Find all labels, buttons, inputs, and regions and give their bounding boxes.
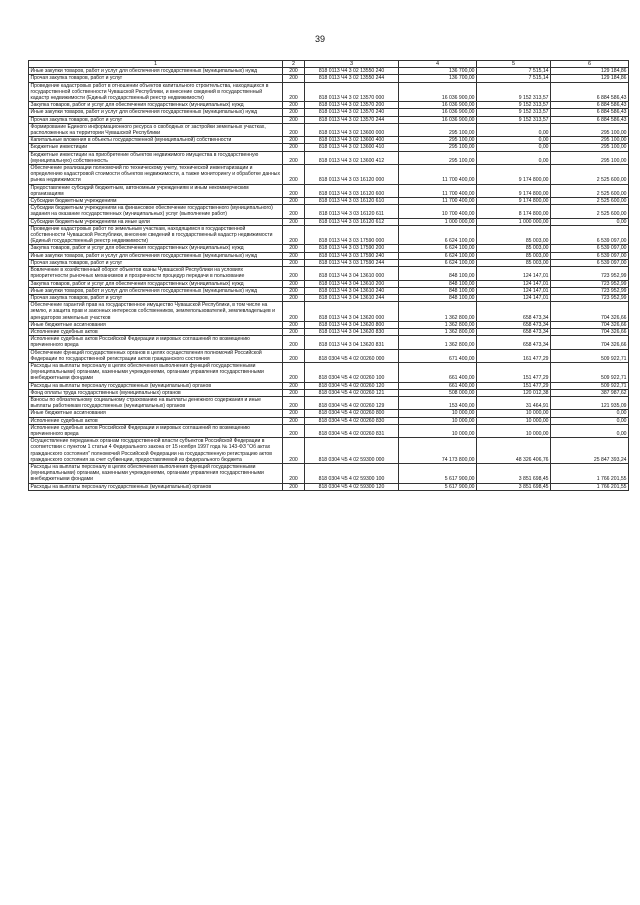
- unexecuted-amount-cell: 1 766 201,55: [551, 483, 629, 490]
- line-code-cell: 200: [283, 396, 305, 409]
- budget-classification-cell: 818 0113 Ч4 3 03 16120 611: [305, 205, 399, 218]
- line-code-cell: 200: [283, 389, 305, 396]
- line-code-cell: 200: [283, 225, 305, 245]
- expense-name-cell: Проведение кадастровых работ в отношении объектов капитального строительства, находящихся в государственной собственности Чувашской Республики, и внесение сведений в государственный кадастр недвижимости (Единый государственный реестр недвижимости): [29, 82, 283, 102]
- expense-name-cell: Обеспечение функций государственных органов в целях осуществления полномочий Российской Федерации по государственной регистрации актов гражданского состояния: [29, 349, 283, 362]
- unexecuted-amount-cell: 723 952,99: [551, 294, 629, 301]
- budget-classification-cell: 818 0304 Ч5 4 02 59300 100: [305, 463, 399, 483]
- unexecuted-amount-cell: 0,00: [551, 410, 629, 417]
- budget-classification-cell: 818 0113 Ч4 3 03 17590 000: [305, 225, 399, 245]
- budget-classification-cell: 818 0113 Ч4 3 04 13620 830: [305, 328, 399, 335]
- budget-classification-cell: 818 0113 Ч4 3 04 13610 200: [305, 280, 399, 287]
- unexecuted-amount-cell: 2 525 600,00: [551, 184, 629, 197]
- budget-classification-cell: 818 0304 Ч5 4 02 00260 120: [305, 382, 399, 389]
- executed-amount-cell: 9 152 313,57: [477, 82, 551, 102]
- line-code-cell: 200: [283, 123, 305, 136]
- executed-amount-cell: 120 012,38: [477, 389, 551, 396]
- executed-amount-cell: 8 174 800,00: [477, 205, 551, 218]
- expense-name-cell: Исполнение судебных актов: [29, 328, 283, 335]
- approved-amount-cell: 16 036 900,00: [399, 109, 477, 116]
- line-code-cell: 200: [283, 410, 305, 417]
- line-code-cell: 200: [283, 116, 305, 123]
- line-code-cell: 200: [283, 483, 305, 490]
- executed-amount-cell: 9 152 313,57: [477, 109, 551, 116]
- executed-amount-cell: 151 477,29: [477, 362, 551, 382]
- table-row: [29, 321, 629, 328]
- budget-classification-cell: 818 0113 Ч4 3 02 13570 240: [305, 109, 399, 116]
- line-code-cell: 200: [283, 349, 305, 362]
- budget-classification-cell: 818 0113 Ч4 3 02 13550 244: [305, 75, 399, 82]
- expense-name-cell: Иные бюджетные ассигнования: [29, 410, 283, 417]
- approved-amount-cell: 6 624 100,00: [399, 252, 477, 259]
- table-row: [29, 123, 629, 136]
- unexecuted-amount-cell: 129 184,86: [551, 68, 629, 75]
- line-code-cell: 200: [283, 252, 305, 259]
- approved-amount-cell: 16 036 900,00: [399, 82, 477, 102]
- unexecuted-amount-cell: 2 525 600,00: [551, 198, 629, 205]
- budget-classification-cell: 818 0113 Ч4 3 03 16120 600: [305, 184, 399, 197]
- header-col-1: 1: [29, 61, 283, 68]
- approved-amount-cell: 1 362 800,00: [399, 336, 477, 349]
- budget-classification-cell: 818 0113 Ч4 3 03 16120 612: [305, 218, 399, 225]
- expense-name-cell: Бюджетные инвестиции на приобретение объектов недвижимого имущества в государственную (муниципальную) собственность: [29, 151, 283, 164]
- approved-amount-cell: 295 100,00: [399, 151, 477, 164]
- approved-amount-cell: 16 036 900,00: [399, 116, 477, 123]
- executed-amount-cell: 0,00: [477, 144, 551, 151]
- unexecuted-amount-cell: 6 539 097,00: [551, 225, 629, 245]
- table-row: [29, 205, 629, 218]
- table-row: [29, 198, 629, 205]
- table-row: [29, 389, 629, 396]
- budget-classification-cell: 818 0113 Ч4 3 03 17590 244: [305, 259, 399, 266]
- expense-name-cell: Исполнение судебных актов: [29, 417, 283, 424]
- line-code-cell: 200: [283, 417, 305, 424]
- executed-amount-cell: 124 147,01: [477, 280, 551, 287]
- expense-name-cell: Формирование Единого информационного ресурса о свободных от застройки земельных участках, расположенных на территории Чувашской Республики: [29, 123, 283, 136]
- executed-amount-cell: 658 473,34: [477, 321, 551, 328]
- budget-classification-cell: 818 0304 Ч5 4 02 59300 000: [305, 438, 399, 464]
- table-row: [29, 82, 629, 102]
- unexecuted-amount-cell: 387 987,62: [551, 389, 629, 396]
- expense-name-cell: Субсидии бюджетным учреждениям на финансовое обеспечение государственного (муниципального) задания на оказание государственных (муниципальных) услуг (выполнение работ): [29, 205, 283, 218]
- expense-name-cell: Обеспечение гарантий прав на государственное имущество Чувашской Республики, в том числе на землю, и защита прав и законных интересов собственников, землепользователей, землевладельцев и арендаторов земельных участков: [29, 302, 283, 322]
- unexecuted-amount-cell: 723 952,99: [551, 280, 629, 287]
- approved-amount-cell: 1 000 000,00: [399, 218, 477, 225]
- table-row: [29, 336, 629, 349]
- line-code-cell: 200: [283, 328, 305, 335]
- budget-classification-cell: 818 0113 Ч4 3 03 17590 240: [305, 252, 399, 259]
- budget-execution-table: [28, 60, 629, 491]
- table-row: [29, 417, 629, 424]
- unexecuted-amount-cell: 704 326,66: [551, 336, 629, 349]
- approved-amount-cell: 6 624 100,00: [399, 245, 477, 252]
- approved-amount-cell: 1 362 800,00: [399, 328, 477, 335]
- table-row: [29, 252, 629, 259]
- expense-name-cell: Расходы на выплаты персоналу государственных (муниципальных) органов: [29, 382, 283, 389]
- table-row: [29, 396, 629, 409]
- line-code-cell: 200: [283, 321, 305, 328]
- unexecuted-amount-cell: 6 539 097,00: [551, 259, 629, 266]
- executed-amount-cell: 7 515,14: [477, 75, 551, 82]
- expense-name-cell: Прочая закупка товаров, работ и услуг: [29, 294, 283, 301]
- table-row: [29, 267, 629, 280]
- approved-amount-cell: 295 100,00: [399, 137, 477, 144]
- table-row: [29, 184, 629, 197]
- budget-classification-cell: 818 0304 Ч5 4 02 00260 100: [305, 362, 399, 382]
- line-code-cell: 200: [283, 424, 305, 437]
- line-code-cell: 200: [283, 75, 305, 82]
- line-code-cell: 200: [283, 294, 305, 301]
- expense-name-cell: Обеспечение реализации полномочий по техническому учету, технической инвентаризации и определению кадастровой стоимости объектов недвижимости, а также мониторингу и обработке данных рынка недвижимости: [29, 165, 283, 185]
- approved-amount-cell: 11 700 400,00: [399, 165, 477, 185]
- table-row: [29, 109, 629, 116]
- table-row: [29, 218, 629, 225]
- approved-amount-cell: 848 100,00: [399, 267, 477, 280]
- budget-classification-cell: 818 0113 Ч4 3 04 13610 244: [305, 294, 399, 301]
- executed-amount-cell: 85 003,00: [477, 252, 551, 259]
- executed-amount-cell: 85 003,00: [477, 259, 551, 266]
- budget-classification-cell: 818 0113 Ч4 3 04 13610 240: [305, 287, 399, 294]
- table-row: [29, 165, 629, 185]
- expense-name-cell: Вовлечение в хозяйственный оборот объектов казны Чувашской Республики на условиях приоритетности рыночных механизмов и прозрачности процедур передачи в пользование: [29, 267, 283, 280]
- line-code-cell: 200: [283, 438, 305, 464]
- budget-classification-cell: 818 0304 Ч5 4 02 00260 800: [305, 410, 399, 417]
- budget-classification-cell: 818 0113 Ч4 3 04 13610 000: [305, 267, 399, 280]
- line-code-cell: 200: [283, 218, 305, 225]
- table-row: [29, 116, 629, 123]
- expense-name-cell: Прочая закупка товаров, работ и услуг: [29, 116, 283, 123]
- approved-amount-cell: 661 400,00: [399, 362, 477, 382]
- table-row: [29, 287, 629, 294]
- line-code-cell: 200: [283, 280, 305, 287]
- approved-amount-cell: 848 100,00: [399, 287, 477, 294]
- table-row: [29, 102, 629, 109]
- approved-amount-cell: 1 362 800,00: [399, 321, 477, 328]
- table-row: [29, 424, 629, 437]
- unexecuted-amount-cell: 723 952,99: [551, 267, 629, 280]
- header-col-3: 3: [305, 61, 399, 68]
- budget-classification-cell: 818 0113 Ч4 3 03 16120 610: [305, 198, 399, 205]
- budget-classification-cell: 818 0113 Ч4 3 02 13600 400: [305, 137, 399, 144]
- executed-amount-cell: 0,00: [477, 151, 551, 164]
- executed-amount-cell: 658 473,34: [477, 328, 551, 335]
- unexecuted-amount-cell: 509 922,71: [551, 349, 629, 362]
- approved-amount-cell: 10 000,00: [399, 417, 477, 424]
- unexecuted-amount-cell: 6 884 586,43: [551, 102, 629, 109]
- executed-amount-cell: 10 000,00: [477, 410, 551, 417]
- executed-amount-cell: 7 515,14: [477, 68, 551, 75]
- approved-amount-cell: 11 700 400,00: [399, 198, 477, 205]
- executed-amount-cell: 151 477,29: [477, 382, 551, 389]
- approved-amount-cell: 295 100,00: [399, 144, 477, 151]
- executed-amount-cell: 10 000,00: [477, 424, 551, 437]
- header-col-5: 5: [477, 61, 551, 68]
- budget-classification-cell: 818 0113 Ч4 3 03 16120 000: [305, 165, 399, 185]
- unexecuted-amount-cell: 25 847 393,24: [551, 438, 629, 464]
- approved-amount-cell: 848 100,00: [399, 294, 477, 301]
- approved-amount-cell: 11 700 400,00: [399, 184, 477, 197]
- approved-amount-cell: 5 617 900,00: [399, 483, 477, 490]
- table-row: [29, 294, 629, 301]
- table-row: [29, 382, 629, 389]
- unexecuted-amount-cell: 509 922,71: [551, 362, 629, 382]
- line-code-cell: 200: [283, 137, 305, 144]
- line-code-cell: 200: [283, 267, 305, 280]
- table-row: [29, 151, 629, 164]
- executed-amount-cell: 85 003,00: [477, 245, 551, 252]
- expense-name-cell: Осуществление переданных органам государственной власти субъектов Российской Федерации в соответствии с пунктом 1 статьи 4 Федерального закона от 15 ноября 1997 года № 143-ФЗ "Об актах гражданского состояния" полномочий Российской Федерации на государственную регистрацию актов гражданского состояния за счет субвенции, предоставляемой из федерального бюджета: [29, 438, 283, 464]
- table-row: [29, 302, 629, 322]
- line-code-cell: 200: [283, 362, 305, 382]
- expense-name-cell: Исполнение судебных актов Российской Федерации и мировых соглашений по возмещению причиненного вреда: [29, 424, 283, 437]
- budget-classification-cell: 818 0113 Ч4 3 02 13600 410: [305, 144, 399, 151]
- budget-classification-cell: 818 0113 Ч4 3 02 13570 244: [305, 116, 399, 123]
- unexecuted-amount-cell: 129 184,86: [551, 75, 629, 82]
- budget-classification-cell: 818 0113 Ч4 3 02 13570 200: [305, 102, 399, 109]
- unexecuted-amount-cell: 295 100,00: [551, 137, 629, 144]
- expense-name-cell: Прочая закупка товаров, работ и услуг: [29, 259, 283, 266]
- expense-name-cell: Бюджетные инвестиции: [29, 144, 283, 151]
- approved-amount-cell: 508 000,00: [399, 389, 477, 396]
- expense-name-cell: Иные закупки товаров, работ и услуг для обеспечения государственных (муниципальных) нужд: [29, 252, 283, 259]
- budget-classification-cell: 818 0304 Ч5 4 02 00260 831: [305, 424, 399, 437]
- table-row: [29, 245, 629, 252]
- unexecuted-amount-cell: 704 326,66: [551, 302, 629, 322]
- budget-classification-cell: 818 0113 Ч4 3 04 13620 000: [305, 302, 399, 322]
- line-code-cell: 200: [283, 245, 305, 252]
- budget-classification-cell: 818 0113 Ч4 3 02 13550 240: [305, 68, 399, 75]
- executed-amount-cell: 9 152 313,57: [477, 102, 551, 109]
- budget-classification-cell: 818 0113 Ч4 3 02 13600 412: [305, 151, 399, 164]
- expense-name-cell: Иные закупки товаров, работ и услуг для обеспечения государственных (муниципальных) нужд: [29, 287, 283, 294]
- unexecuted-amount-cell: 1 766 201,55: [551, 463, 629, 483]
- executed-amount-cell: 1 000 000,00: [477, 218, 551, 225]
- expense-name-cell: Проведение кадастровых работ по земельным участкам, находящимся в государственной собственности Чувашской Республики, внесение сведений в государственный кадастр недвижимости (Единый государственный реестр недвижимости): [29, 225, 283, 245]
- expense-name-cell: Субсидии бюджетным учреждениям: [29, 198, 283, 205]
- approved-amount-cell: 153 400,00: [399, 396, 477, 409]
- line-code-cell: 200: [283, 144, 305, 151]
- expense-name-cell: Расходы на выплаты персоналу государственных (муниципальных) органов: [29, 483, 283, 490]
- executed-amount-cell: 9 152 313,57: [477, 116, 551, 123]
- approved-amount-cell: 10 000,00: [399, 424, 477, 437]
- line-code-cell: 200: [283, 198, 305, 205]
- approved-amount-cell: 6 624 100,00: [399, 259, 477, 266]
- approved-amount-cell: 6 624 100,00: [399, 225, 477, 245]
- line-code-cell: 200: [283, 302, 305, 322]
- executed-amount-cell: 48 326 406,76: [477, 438, 551, 464]
- expense-name-cell: Закупка товаров, работ и услуг для обеспечения государственных (муниципальных) нужд: [29, 280, 283, 287]
- approved-amount-cell: 10 700 400,00: [399, 205, 477, 218]
- line-code-cell: 200: [283, 82, 305, 102]
- unexecuted-amount-cell: 295 100,00: [551, 144, 629, 151]
- executed-amount-cell: 124 147,01: [477, 294, 551, 301]
- expense-name-cell: Капитальные вложения в объекты государственной (муниципальной) собственности: [29, 137, 283, 144]
- approved-amount-cell: 661 400,00: [399, 382, 477, 389]
- executed-amount-cell: 124 147,01: [477, 267, 551, 280]
- executed-amount-cell: 9 174 800,00: [477, 184, 551, 197]
- budget-classification-cell: 818 0304 Ч5 4 02 00260 129: [305, 396, 399, 409]
- approved-amount-cell: 295 100,00: [399, 123, 477, 136]
- line-code-cell: 200: [283, 463, 305, 483]
- expense-name-cell: Иные бюджетные ассигнования: [29, 321, 283, 328]
- unexecuted-amount-cell: 121 935,09: [551, 396, 629, 409]
- executed-amount-cell: 124 147,01: [477, 287, 551, 294]
- executed-amount-cell: 658 473,34: [477, 302, 551, 322]
- unexecuted-amount-cell: 6 884 586,43: [551, 109, 629, 116]
- executed-amount-cell: 31 464,91: [477, 396, 551, 409]
- header-col-2: 2: [283, 61, 305, 68]
- line-code-cell: 200: [283, 205, 305, 218]
- line-code-cell: 200: [283, 336, 305, 349]
- budget-classification-cell: 818 0304 Ч5 4 02 00260 121: [305, 389, 399, 396]
- table-row: [29, 362, 629, 382]
- table-row: [29, 483, 629, 490]
- table-row: [29, 259, 629, 266]
- table-row: [29, 144, 629, 151]
- approved-amount-cell: 5 617 900,00: [399, 463, 477, 483]
- line-code-cell: 200: [283, 109, 305, 116]
- unexecuted-amount-cell: 0,00: [551, 417, 629, 424]
- approved-amount-cell: 10 000,00: [399, 410, 477, 417]
- budget-classification-cell: 818 0113 Ч4 3 02 13570 000: [305, 82, 399, 102]
- line-code-cell: 200: [283, 184, 305, 197]
- unexecuted-amount-cell: 6 884 586,43: [551, 116, 629, 123]
- expense-name-cell: Иные закупки товаров, работ и услуг для обеспечения государственных (муниципальных) нужд: [29, 68, 283, 75]
- line-code-cell: 200: [283, 259, 305, 266]
- table-row: [29, 328, 629, 335]
- budget-classification-cell: 818 0113 Ч4 3 04 13620 831: [305, 336, 399, 349]
- unexecuted-amount-cell: 295 100,00: [551, 123, 629, 136]
- table-row: [29, 349, 629, 362]
- approved-amount-cell: 16 036 900,00: [399, 102, 477, 109]
- header-col-4: 4: [399, 61, 477, 68]
- line-code-cell: 200: [283, 68, 305, 75]
- unexecuted-amount-cell: 509 922,71: [551, 382, 629, 389]
- expense-name-cell: Закупка товаров, работ и услуг для обеспечения государственных (муниципальных) нужд: [29, 102, 283, 109]
- executed-amount-cell: 9 174 800,00: [477, 198, 551, 205]
- table-row: [29, 137, 629, 144]
- executed-amount-cell: 0,00: [477, 123, 551, 136]
- table-row: [29, 438, 629, 464]
- approved-amount-cell: 136 700,00: [399, 68, 477, 75]
- expense-name-cell: Расходы на выплаты персоналу в целях обеспечения выполнения функций государственными (муниципальными) органами, казенными учреждениями, органами управления государственными внебюджетными фондами: [29, 463, 283, 483]
- budget-classification-cell: 818 0304 Ч5 4 02 59300 120: [305, 483, 399, 490]
- table-row: [29, 280, 629, 287]
- unexecuted-amount-cell: 723 952,99: [551, 287, 629, 294]
- executed-amount-cell: 85 003,00: [477, 225, 551, 245]
- expense-name-cell: Прочая закупка товаров, работ и услуг: [29, 75, 283, 82]
- executed-amount-cell: 10 000,00: [477, 417, 551, 424]
- expense-name-cell: Фонд оплаты труда государственных (муниципальных) органов: [29, 389, 283, 396]
- budget-classification-cell: 818 0113 Ч4 3 03 17590 200: [305, 245, 399, 252]
- expense-name-cell: Субсидии бюджетным учреждениям на иные цели: [29, 218, 283, 225]
- approved-amount-cell: 136 700,00: [399, 75, 477, 82]
- header-row: [29, 61, 629, 68]
- executed-amount-cell: 3 851 698,45: [477, 483, 551, 490]
- expense-name-cell: Взносы по обязательному социальному страхованию на выплаты денежного содержания и иные выплаты работникам государственных (муниципальных) органов: [29, 396, 283, 409]
- unexecuted-amount-cell: 295 100,00: [551, 151, 629, 164]
- unexecuted-amount-cell: 6 539 097,00: [551, 252, 629, 259]
- budget-classification-cell: 818 0113 Ч4 3 02 13600 000: [305, 123, 399, 136]
- unexecuted-amount-cell: 2 525 600,00: [551, 205, 629, 218]
- executed-amount-cell: 9 174 800,00: [477, 165, 551, 185]
- line-code-cell: 200: [283, 287, 305, 294]
- unexecuted-amount-cell: 0,00: [551, 424, 629, 437]
- unexecuted-amount-cell: 0,00: [551, 218, 629, 225]
- budget-classification-cell: 818 0113 Ч4 3 04 13620 800: [305, 321, 399, 328]
- executed-amount-cell: 3 851 698,45: [477, 463, 551, 483]
- line-code-cell: 200: [283, 102, 305, 109]
- approved-amount-cell: 74 173 800,00: [399, 438, 477, 464]
- unexecuted-amount-cell: 6 539 097,00: [551, 245, 629, 252]
- table-row: [29, 68, 629, 75]
- unexecuted-amount-cell: 2 525 600,00: [551, 165, 629, 185]
- header-col-6: 6: [551, 61, 629, 68]
- expense-name-cell: Расходы на выплаты персоналу в целях обеспечения выполнения функций государственными (муниципальными) органами, казенными учреждениями, органами управления государственными внебюджетными фондами: [29, 362, 283, 382]
- page-number: 39: [314, 34, 325, 44]
- table-row: [29, 75, 629, 82]
- line-code-cell: 200: [283, 382, 305, 389]
- approved-amount-cell: 671 400,00: [399, 349, 477, 362]
- budget-classification-cell: 818 0304 Ч5 4 02 00260 000: [305, 349, 399, 362]
- table-row: [29, 225, 629, 245]
- line-code-cell: 200: [283, 165, 305, 185]
- expense-name-cell: Иные закупки товаров, работ и услуг для обеспечения государственных (муниципальных) нужд: [29, 109, 283, 116]
- executed-amount-cell: 161 477,29: [477, 349, 551, 362]
- executed-amount-cell: 658 473,34: [477, 336, 551, 349]
- unexecuted-amount-cell: 704 326,66: [551, 328, 629, 335]
- approved-amount-cell: 848 100,00: [399, 280, 477, 287]
- unexecuted-amount-cell: 6 884 586,43: [551, 82, 629, 102]
- table-row: [29, 463, 629, 483]
- expense-name-cell: Предоставление субсидий бюджетным, автономным учреждениям и иным некоммерческим организациям: [29, 184, 283, 197]
- table-row: [29, 410, 629, 417]
- expense-name-cell: Закупка товаров, работ и услуг для обеспечения государственных (муниципальных) нужд: [29, 245, 283, 252]
- approved-amount-cell: 1 362 800,00: [399, 302, 477, 322]
- expense-name-cell: Исполнение судебных актов Российской Федерации и мировых соглашений по возмещению причиненного вреда: [29, 336, 283, 349]
- unexecuted-amount-cell: 704 326,66: [551, 321, 629, 328]
- executed-amount-cell: 0,00: [477, 137, 551, 144]
- line-code-cell: 200: [283, 151, 305, 164]
- budget-classification-cell: 818 0304 Ч5 4 02 00260 830: [305, 417, 399, 424]
